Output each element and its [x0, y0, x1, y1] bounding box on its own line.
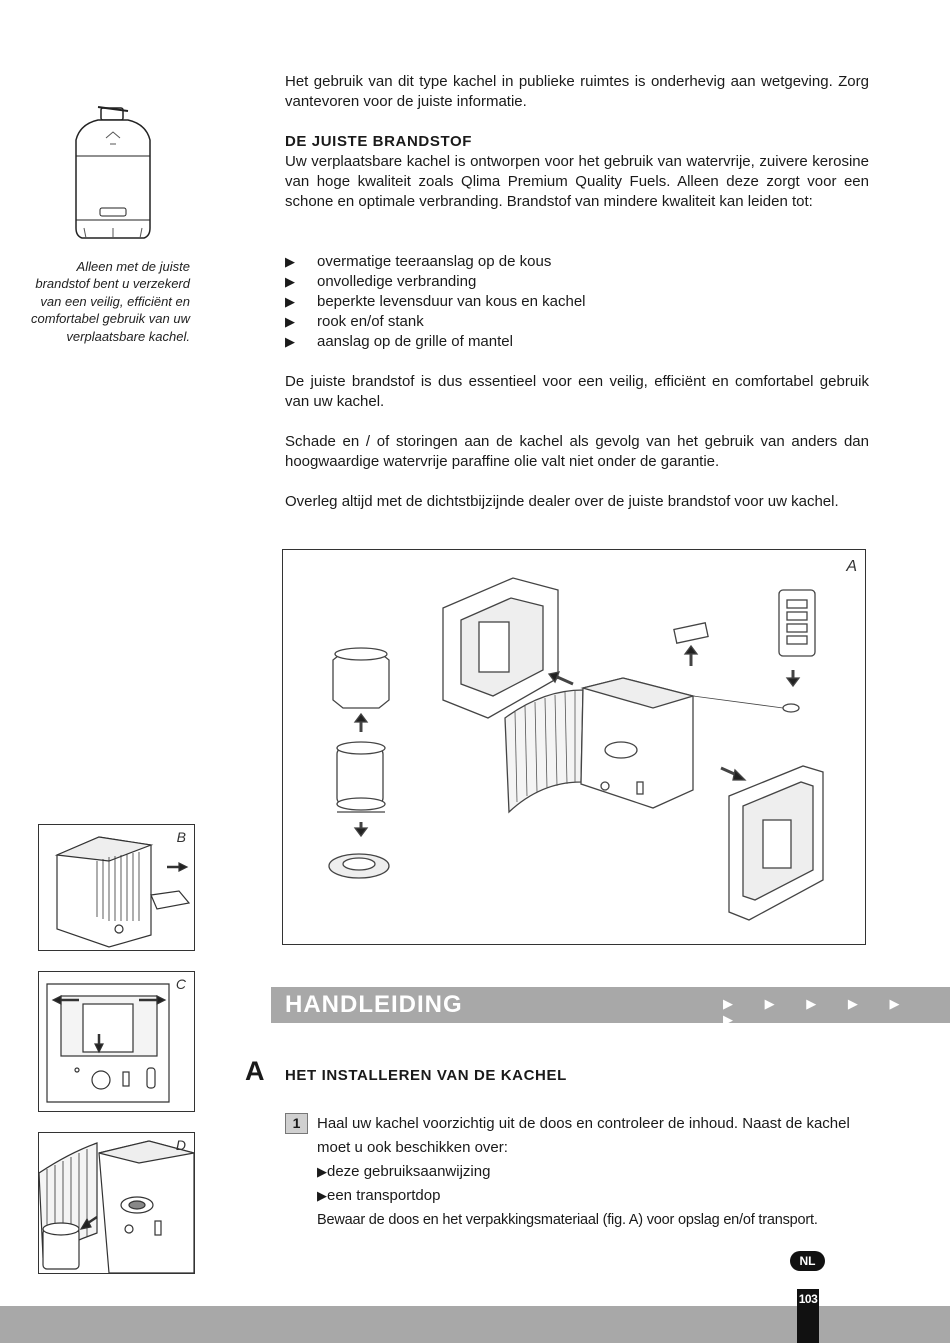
fuel-bullet-list	[285, 252, 869, 352]
figure-a-label: A	[846, 558, 857, 575]
list-item: ▶ aanslag op de grille of mantel	[285, 332, 869, 352]
figure-b-label: B	[176, 829, 186, 845]
fuel-caption: Alleen met de juiste brandstof bent u verzekerd van een veilig, efficiënt en comfortabel gebruik van uw verplaatsbare kachel.	[31, 259, 190, 344]
heater-burner-access-illustration	[39, 1133, 194, 1273]
fuel-heading: DE JUISTE BRANDSTOF	[285, 133, 472, 150]
section-letter: A	[245, 1056, 265, 1086]
fuel-paragraph: Uw verplaatsbare kachel is ontworpen voor het gebruik van watervrije, zuivere kerosine van hoge kwaliteit zoals Qlima Premium Quality Fuels. Alleen deze zorgt voor een schone en optimale verbranding. Brandstof van mindere kwaliteit kan leiden tot:	[285, 153, 869, 210]
fuel-can-illustration	[70, 104, 156, 246]
step-1	[317, 1112, 877, 1232]
figure-b	[38, 824, 195, 951]
heater-top-removal-illustration	[39, 972, 194, 1111]
list-item: ▶ overmatige teeraanslag op de kous	[285, 252, 869, 272]
language-badge: NL	[790, 1251, 825, 1271]
figure-a	[282, 549, 866, 945]
section-title: HET INSTALLEREN VAN DE KACHEL	[285, 1067, 567, 1084]
list-item: ▶ een transportdop	[317, 1184, 877, 1208]
list-item: ▶ onvolledige verbranding	[285, 272, 869, 292]
step-text: Haal uw kachel voorzichtig uit de doos en controleer de inhoud. Naast de kachel moet u ook beschikken over:	[317, 1115, 850, 1156]
figure-d-label: D	[175, 1137, 186, 1153]
page-number: 103	[797, 1289, 819, 1343]
list-item: ▶ rook en/of stank	[285, 312, 869, 332]
step-note: Bewaar de doos en het verpakkingsmateriaal (fig. A) voor opslag en/of transport.	[317, 1212, 818, 1228]
fuel-paragraph-4: Overleg altijd met de dichtstbijzijnde dealer over de juiste brandstof voor uw kachel.	[285, 493, 839, 510]
exploded-heater-diagram	[283, 550, 865, 944]
fuel-paragraph-2: De juiste brandstof is dus essentieel voor een veilig, efficiënt en comfortabel gebruik van uw kachel.	[285, 373, 869, 410]
banner-title: HANDLEIDING	[285, 991, 463, 1018]
fuel-paragraph-3: Schade en / of storingen aan de kachel als gevolg van het gebruik van anders dan hoogwaardige watervrije paraffine olie valt niet onder de garantie.	[285, 433, 869, 470]
step-number: 1	[285, 1113, 308, 1134]
figure-c	[38, 971, 195, 1112]
list-item: ▶ deze gebruiksaanwijzing	[317, 1160, 877, 1184]
banner-arrows-icon: ▶ ▶ ▶ ▶ ▶ ▶	[723, 996, 914, 1027]
heater-grille-removal-illustration	[39, 825, 194, 950]
list-item: ▶ beperkte levensduur van kous en kachel	[285, 292, 869, 312]
manual-section-banner	[271, 987, 950, 1027]
intro-paragraph: Het gebruik van dit type kachel in publieke ruimtes is onderhevig aan wetgeving. Zorg vantevoren voor de juiste informatie.	[285, 73, 869, 110]
figure-c-label: C	[175, 976, 186, 992]
figure-d	[38, 1132, 195, 1274]
